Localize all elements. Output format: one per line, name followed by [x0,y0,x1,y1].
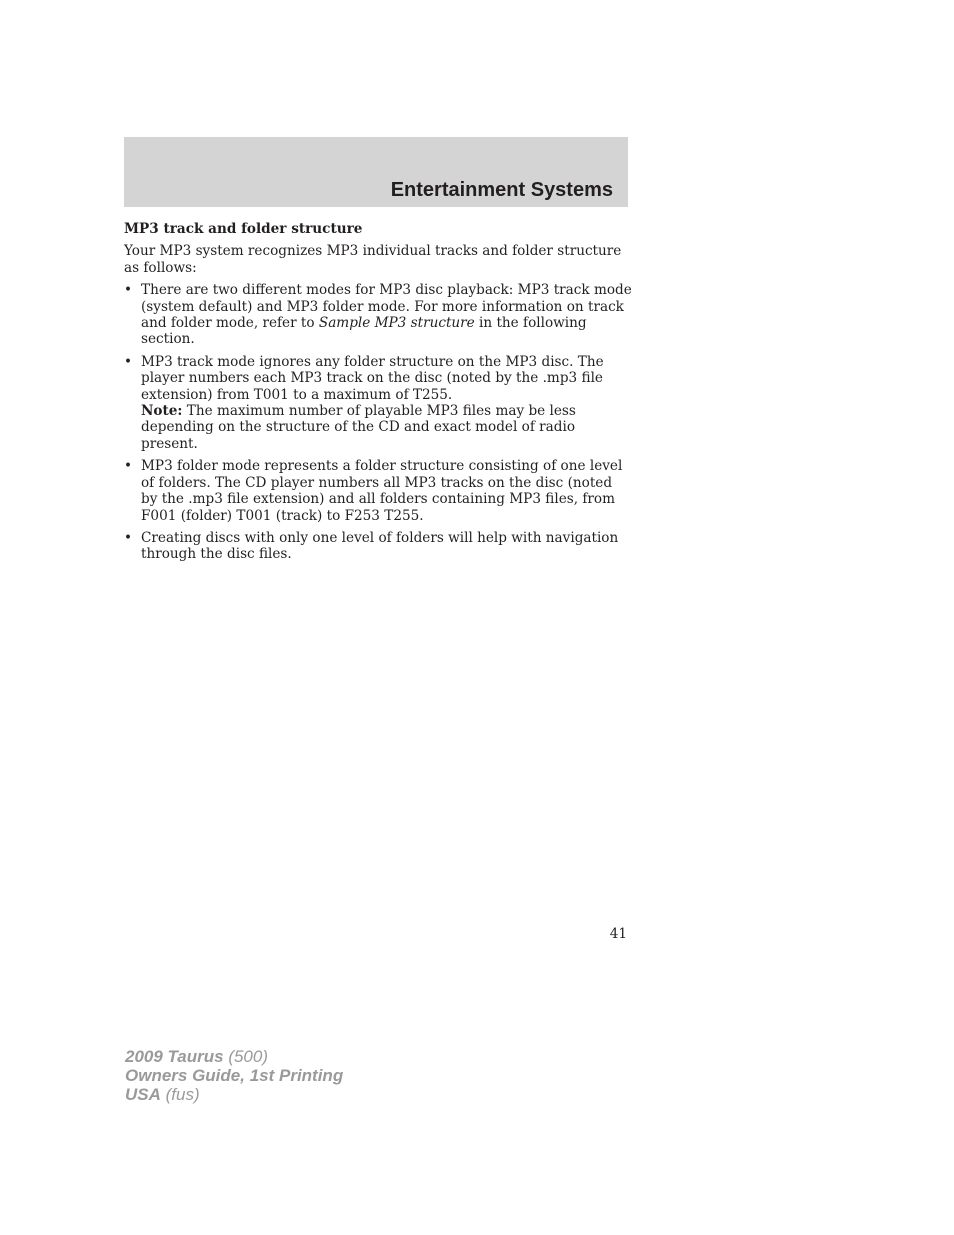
bullet-line: section. [141,331,195,348]
bullet-item [124,458,630,524]
cross-reference-text: Sample MP3 structure [318,315,475,332]
bullet-item [124,354,630,452]
subsection-heading: MP3 track and folder structure [124,221,363,237]
bullet-text: and folder mode, refer to [141,315,319,332]
footer-model: 2009 Taurus [125,1047,224,1066]
bullet-line: MP3 folder mode represents a folder structure consisting of one level [141,458,623,475]
bullet-line: by the .mp3 file extension) and all folders containing MP3 files, from [141,491,615,508]
bullet-line: There are two different modes for MP3 disc playback: MP3 track mode [141,282,632,299]
footer-line [125,1066,343,1085]
bullet-item [124,530,630,563]
bullet-line: player numbers each MP3 track on the disc (noted by the .mp3 file [141,370,603,387]
footer-model-code: (500) [223,1047,269,1066]
footer-market: USA [125,1085,161,1104]
bullet-line: (system default) and MP3 folder mode. For more information on track [141,298,624,315]
footer-line [125,1047,343,1066]
section-header-band [124,137,628,207]
intro-line: as follows: [124,259,197,276]
section-title: Entertainment Systems [390,179,613,201]
bullet-line: depending on the structure of the CD and exact model of radio [141,419,576,436]
bullet-line [141,315,630,331]
bullet-line: extension) from T001 to a maximum of T255. [141,386,453,403]
footer-line [125,1085,343,1104]
note-text: The maximum number of playable MP3 files may be less [182,403,576,420]
bullet-list [124,282,630,563]
note-line [141,403,630,419]
bullet-icon: • [124,353,133,370]
bullet-line: MP3 track mode ignores any folder structure on the MP3 disc. The [141,353,604,370]
bullet-line: present. [141,435,198,452]
bullet-item [124,282,630,348]
page-number: 41 [609,926,627,942]
bullet-line: Creating discs with only one level of folders will help with navigation [141,529,619,546]
bullet-icon: • [124,529,133,546]
intro-line: Your MP3 system recognizes MP3 individual tracks and folder structure [124,243,622,260]
bullet-icon: • [124,458,133,475]
intro-paragraph [124,243,630,276]
bullet-icon: • [124,282,133,299]
bullet-line: F001 (folder) T001 (track) to F253 T255. [141,507,424,524]
note-label: Note: [141,403,183,420]
page-content [124,221,630,569]
document-footer [125,1047,343,1104]
bullet-line: of folders. The CD player numbers all MP3 tracks on the disc (noted [141,474,613,491]
footer-edition: Owners Guide, 1st Printing [125,1066,344,1085]
bullet-text: in the following [474,315,587,332]
footer-market-code: (fus) [160,1085,200,1104]
bullet-line: through the disc files. [141,546,292,563]
